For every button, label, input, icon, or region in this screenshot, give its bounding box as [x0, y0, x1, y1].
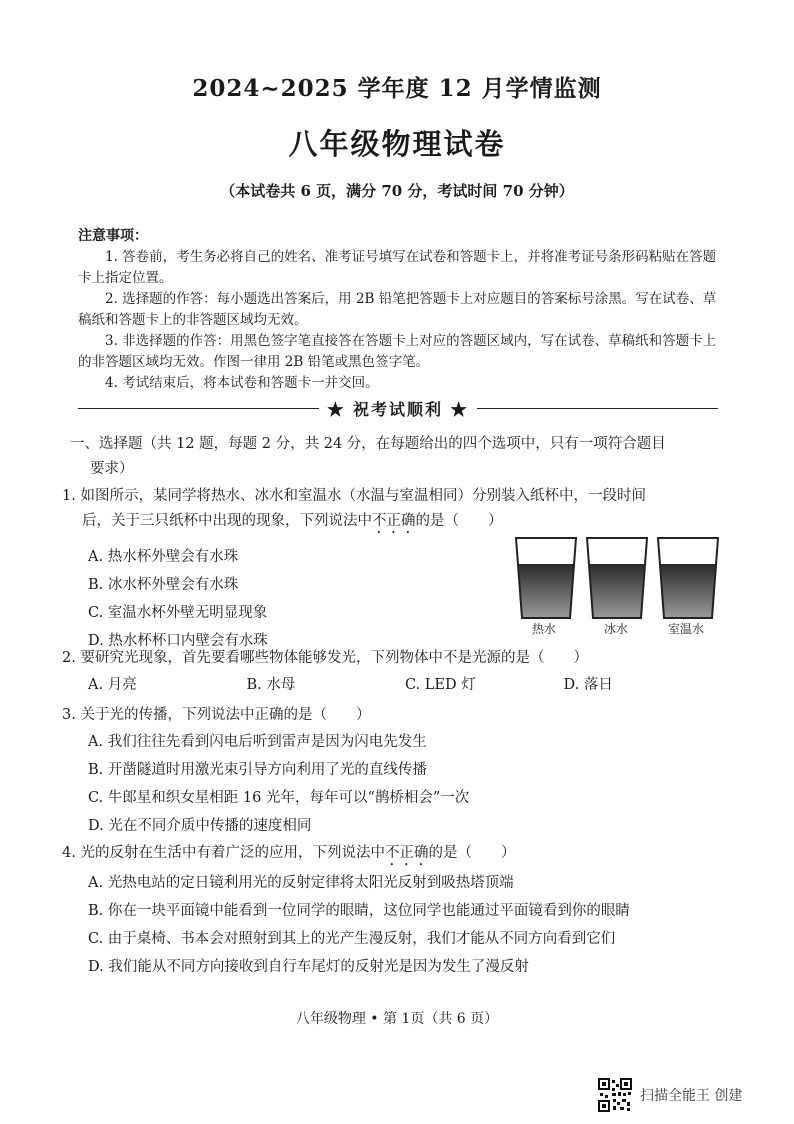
exam-info: （本试卷共 6 页，满分 70 分，考试时间 70 分钟）: [220, 182, 574, 200]
stem-text: 后，关于三只纸杯中出现的现象，下列说法中: [82, 513, 372, 529]
cup-label-hot: 热水: [532, 622, 557, 636]
option-a: A. 月亮: [88, 677, 137, 693]
notice-item: 1. 答卷前，考生务必将自己的姓名、准考证号填写在试卷和答题卡上，并将准考证号条形码粘贴在答题卡上指定位置。: [78, 249, 717, 286]
scanner-watermark: [598, 1078, 742, 1112]
question-2: [62, 646, 722, 699]
option-b: B. 开凿隧道时用激光束引导方向利用了光的直线传播: [88, 762, 427, 778]
option-c: C. LED 灯: [405, 677, 476, 693]
divider-line-right: [477, 408, 718, 409]
section-line: 一、选择题（共 12 题，每题 2 分，共 24 分，在每题给出的四个选项中，只有一项符合题目: [70, 436, 666, 452]
stem-text: 的是（ ）: [415, 513, 503, 529]
cup-label-room: 室温水: [668, 622, 705, 636]
cup-hot: [516, 538, 576, 618]
section-heading: [70, 432, 720, 482]
exam-subtitle: 八年级物理试卷: [288, 127, 506, 161]
question-4: [62, 841, 722, 981]
option-d: D. 光在不同介质中传播的速度相同: [88, 818, 312, 834]
cup-room: [658, 538, 718, 618]
option-a: A. 热水杯外壁会有水珠: [88, 549, 239, 565]
stem-text: 4. 光的反射在生活中有着广泛的应用，下列说法中: [62, 845, 385, 861]
stem-emphasis: 不正确: [372, 513, 416, 529]
notice-block: [78, 226, 718, 394]
option-c: C. 室温水杯外壁无明显现象: [88, 605, 268, 621]
notice-item: 2. 选择题的作答：每小题选出答案后，用 2B 铅笔把答题卡上对应题目的答案标号涂黑。写在试卷、草稿纸和答题卡上的非答题区域均无效。: [78, 291, 717, 328]
option-c: C. 牛郎星和织女星相距 16 光年，每年可以“鹊桥相会”一次: [88, 790, 470, 806]
wish-text: ★ 祝考试顺利 ★: [327, 399, 469, 419]
scanner-label: 扫描全能王 创建: [640, 1088, 743, 1104]
option-d: D. 落日: [563, 677, 613, 693]
qr-code-icon: [598, 1078, 632, 1112]
notice-item: 3. 非选择题的作答：用黑色签字笔直接答在答题卡上对应的答题区域内，写在试卷、草稿纸和答题卡上的非答题区域均无效。作图一律用 2B 铅笔或黑色签字笔。: [78, 333, 717, 370]
question-stem: [62, 509, 722, 537]
option-d: D. 热水杯杯口内壁会有水珠: [88, 633, 268, 649]
stem-emphasis: 不正确: [384, 845, 429, 861]
notice-heading: 注意事项：: [78, 228, 148, 244]
divider-line-left: [78, 408, 319, 409]
exam-title: 2024~2025 学年度 12 月学情监测: [192, 75, 602, 102]
cup-ice: [587, 538, 647, 618]
option-b: B. 冰水杯外壁会有水珠: [88, 577, 239, 593]
wish-divider: [78, 398, 718, 418]
question-3: [62, 703, 722, 840]
option-a: A. 光热电站的定日镜利用光的反射定律将太阳光反射到吸热塔顶端: [88, 875, 514, 891]
notice-item: 4. 考试结束后，将本试卷和答题卡一并交回。: [105, 375, 379, 391]
option-a: A. 我们往往先看到闪电后听到雷声是因为闪电先发生: [88, 734, 427, 750]
stem-text: 的是（ ）: [428, 845, 516, 861]
cup-label-ice: 冰水: [604, 622, 629, 636]
option-row: [62, 671, 722, 699]
question-stem: [62, 841, 722, 869]
section-line: 要求）: [90, 461, 134, 477]
question-stem: 1. 如图所示，某同学将热水、冰水和室温水（水温与室温相同）分别装入纸杯中，一段时间: [62, 488, 646, 504]
option-b: B. 你在一块平面镜中能看到一位同学的眼睛，这位同学也能通过平面镜看到你的眼睛: [88, 903, 630, 919]
question-stem: 3. 关于光的传播，下列说法中正确的是（ ）: [62, 707, 371, 723]
option-d: D. 我们能从不同方向接收到自行车尾灯的反射光是因为发生了漫反射: [88, 959, 529, 975]
option-c: C. 由于桌椅、书本会对照射到其上的光产生漫反射，我们才能从不同方向看到它们: [88, 931, 616, 947]
question-stem: 2. 要研究光现象，首先要看哪些物体能够发光，下列物体中不是光源的是（ ）: [62, 650, 588, 666]
page-footer: 八年级物理 • 第 1页（共 6 页）: [295, 1011, 499, 1027]
option-b: B. 水母: [246, 677, 296, 693]
